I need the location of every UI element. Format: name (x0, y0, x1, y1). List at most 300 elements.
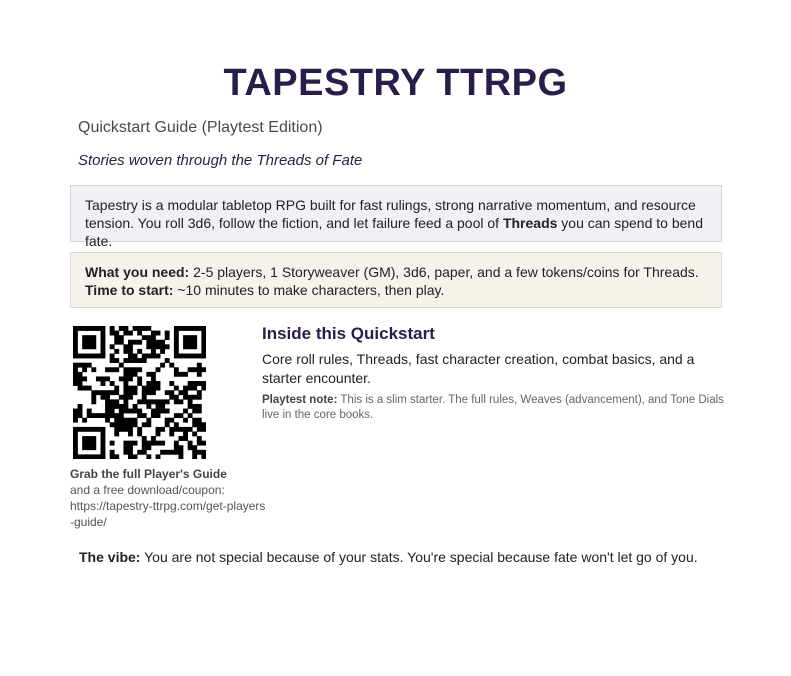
qr-module (142, 441, 147, 446)
qr-module (142, 390, 147, 395)
qr-module (87, 344, 92, 349)
qr-module (101, 335, 106, 340)
qr-module (169, 427, 174, 432)
qr-module (178, 454, 183, 459)
qr-module (119, 326, 124, 331)
qr-module (133, 354, 138, 359)
qr-module (101, 354, 106, 359)
qr-module (78, 372, 83, 377)
qr-module (101, 431, 106, 436)
qr-module (151, 436, 156, 441)
qr-module (156, 386, 161, 391)
qr-module (110, 399, 115, 404)
qr-module (128, 441, 133, 446)
qr-module (174, 344, 179, 349)
qr-module (101, 331, 106, 336)
qr-module (192, 454, 197, 459)
qr-module (78, 413, 83, 418)
qr-module (178, 445, 183, 450)
qr-module (91, 326, 96, 331)
qr-module (128, 340, 133, 345)
qr-module (156, 367, 161, 372)
qr-module (192, 409, 197, 414)
qr-module (183, 372, 188, 377)
qr-module (151, 390, 156, 395)
qr-module (105, 390, 110, 395)
need-text: 2-5 players, 1 Storyweaver (GM), 3d6, paper, and a few tokens/coins for Threads. (189, 264, 699, 280)
qr-module (101, 344, 106, 349)
qr-module (96, 413, 101, 418)
qr-module (151, 372, 156, 377)
qr-module (197, 326, 202, 331)
qr-module (123, 372, 128, 377)
qr-module (183, 344, 188, 349)
qr-module (197, 395, 202, 400)
qr-module (174, 331, 179, 336)
qr-module (123, 409, 128, 414)
qr-module (73, 431, 78, 436)
qr-module (73, 376, 78, 381)
qr-module (183, 326, 188, 331)
qr-module (156, 454, 161, 459)
qr-module (105, 409, 110, 414)
qr-module (73, 367, 78, 372)
qr-module (174, 326, 179, 331)
qr-module (192, 354, 197, 359)
qr-module (146, 390, 151, 395)
qr-module (110, 441, 115, 446)
qr-module (169, 395, 174, 400)
qr-module (201, 335, 206, 340)
qr-module (73, 454, 78, 459)
qr-module (87, 354, 92, 359)
qr-module (114, 349, 119, 354)
qr-module (137, 381, 142, 386)
qr-module (146, 326, 151, 331)
intro-box (70, 185, 722, 249)
qr-module (119, 413, 124, 418)
qr-module (87, 386, 92, 391)
qr-module (78, 454, 83, 459)
qr-module (133, 409, 138, 414)
qr-module (178, 436, 183, 441)
qr-code[interactable] (73, 326, 206, 459)
qr-module (78, 376, 83, 381)
qr-module (142, 436, 147, 441)
qr-module (201, 326, 206, 331)
qr-module (101, 349, 106, 354)
qr-module (78, 409, 83, 414)
qr-module (82, 363, 87, 368)
qr-module (119, 418, 124, 423)
qr-module (128, 331, 133, 336)
qr-module (128, 418, 133, 423)
qr-module (119, 404, 124, 409)
qr-module (110, 390, 115, 395)
qr-module (142, 395, 147, 400)
qr-module (128, 427, 133, 432)
qr-module (78, 427, 83, 432)
qr-module (123, 349, 128, 354)
qr-module (114, 331, 119, 336)
qr-module (188, 427, 193, 432)
qr-module (197, 381, 202, 386)
qr-module (169, 450, 174, 455)
qr-module (201, 349, 206, 354)
qr-module (114, 367, 119, 372)
qr-module (82, 386, 87, 391)
qr-module (91, 335, 96, 340)
qr-module (188, 399, 193, 404)
qr-module (197, 427, 202, 432)
qr-module (142, 450, 147, 455)
qr-module (160, 399, 165, 404)
qr-module (128, 395, 133, 400)
qr-module (160, 409, 165, 414)
qr-module (146, 441, 151, 446)
qr-module (110, 326, 115, 331)
qr-module (78, 381, 83, 386)
qr-module (82, 441, 87, 446)
qr-module (174, 441, 179, 446)
qr-module (183, 335, 188, 340)
qr-module (192, 326, 197, 331)
qr-module (183, 427, 188, 432)
playtest-note (262, 393, 732, 423)
qr-module (87, 326, 92, 331)
requirements-time (85, 281, 707, 299)
qr-module (137, 450, 142, 455)
qr-module (114, 386, 119, 391)
qr-module (123, 441, 128, 446)
qr-module (114, 413, 119, 418)
qr-module (188, 335, 193, 340)
qr-module (174, 445, 179, 450)
qr-module (137, 367, 142, 372)
qr-module (87, 409, 92, 414)
qr-module (151, 409, 156, 414)
qr-module (91, 399, 96, 404)
requirements-box (70, 252, 722, 308)
qr-module (188, 395, 193, 400)
qr-module (192, 367, 197, 372)
qr-module (151, 386, 156, 391)
qr-module (101, 436, 106, 441)
playtest-note-label: Playtest note: (262, 394, 338, 406)
qr-module (201, 344, 206, 349)
need-label: What you need: (85, 264, 190, 280)
requirements-need (85, 263, 707, 281)
qr-module (123, 445, 128, 450)
qr-module (123, 390, 128, 395)
qr-module (110, 331, 115, 336)
qr-module (201, 454, 206, 459)
qr-module (133, 340, 138, 345)
qr-module (123, 450, 128, 455)
qr-module (197, 418, 202, 423)
qr-module (192, 395, 197, 400)
qr-module (110, 413, 115, 418)
qr-module (165, 358, 170, 363)
qr-module (82, 335, 87, 340)
qr-module (133, 418, 138, 423)
qr-module (101, 340, 106, 345)
qr-module (142, 445, 147, 450)
qr-module (188, 354, 193, 359)
qr-module (156, 344, 161, 349)
qr-module (91, 436, 96, 441)
qr-module (73, 413, 78, 418)
qr-module (146, 404, 151, 409)
qr-module (82, 354, 87, 359)
qr-module (101, 413, 106, 418)
qr-module (151, 441, 156, 446)
qr-module (73, 436, 78, 441)
qr-module (119, 340, 124, 345)
qr-module (119, 376, 124, 381)
qr-module (110, 358, 115, 363)
qr-module (165, 344, 170, 349)
qr-module (156, 431, 161, 436)
qr-module (201, 441, 206, 446)
qr-module (87, 441, 92, 446)
qr-module (174, 372, 179, 377)
qr-module (165, 409, 170, 414)
qr-module (133, 422, 138, 427)
qr-module (96, 454, 101, 459)
qr-module (146, 418, 151, 423)
qr-module (128, 344, 133, 349)
qr-module (201, 386, 206, 391)
qr-module (151, 340, 156, 345)
intro-text: Tapestry is a modular tabletop RPG built for fast rulings, strong narrative momentum, and resource tension. You roll 3d6, follow the fiction, and let failure feed a pool of (85, 197, 696, 231)
qr-module (165, 331, 170, 336)
qr-module (174, 340, 179, 345)
qr-module (133, 386, 138, 391)
qr-module (142, 354, 147, 359)
qr-module (114, 390, 119, 395)
qr-module (174, 354, 179, 359)
qr-module (188, 326, 193, 331)
qr-module (105, 413, 110, 418)
qr-module (174, 422, 179, 427)
qr-module (188, 386, 193, 391)
qr-module (123, 326, 128, 331)
qr-module (87, 335, 92, 340)
qr-module (110, 404, 115, 409)
qr-module (101, 376, 106, 381)
qr-module (123, 344, 128, 349)
qr-module (119, 395, 124, 400)
qr-module (183, 354, 188, 359)
qr-module (146, 340, 151, 345)
qr-module (192, 404, 197, 409)
qr-module (101, 395, 106, 400)
qr-module (128, 386, 133, 391)
qr-module (146, 454, 151, 459)
qr-module (137, 427, 142, 432)
qr-module (82, 376, 87, 381)
qr-module (146, 344, 151, 349)
qr-module (96, 390, 101, 395)
qr-module (197, 354, 202, 359)
qr-module (137, 326, 142, 331)
qr-module (128, 358, 133, 363)
qr-module (192, 381, 197, 386)
qr-module (78, 354, 83, 359)
qr-module (73, 326, 78, 331)
qr-module (91, 445, 96, 450)
qr-module (133, 404, 138, 409)
qr-module (128, 450, 133, 455)
qr-module (114, 358, 119, 363)
qr-module (133, 390, 138, 395)
qr-module (119, 427, 124, 432)
qr-module (137, 399, 142, 404)
qr-module (178, 399, 183, 404)
qr-module (156, 441, 161, 446)
qr-module (105, 395, 110, 400)
qr-module (128, 367, 133, 372)
qr-caption-lead: Grab the full Player's Guide (70, 467, 227, 481)
qr-module (197, 363, 202, 368)
qr-module (82, 427, 87, 432)
qr-module (101, 441, 106, 446)
qr-module (174, 386, 179, 391)
qr-module (183, 340, 188, 345)
qr-module (73, 363, 78, 368)
qr-module (123, 367, 128, 372)
qr-module (174, 349, 179, 354)
qr-module (128, 431, 133, 436)
qr-module (87, 340, 92, 345)
qr-module (128, 349, 133, 354)
qr-module (178, 326, 183, 331)
qr-module (96, 427, 101, 432)
qr-module (183, 386, 188, 391)
qr-module (188, 413, 193, 418)
qr-module (174, 413, 179, 418)
qr-module (188, 367, 193, 372)
qr-module (73, 409, 78, 414)
qr-module (156, 409, 161, 414)
qr-module (101, 445, 106, 450)
intro-threads-term: Threads (502, 215, 558, 231)
qr-caption (70, 466, 266, 530)
qr-module (156, 340, 161, 345)
qr-module (197, 390, 202, 395)
qr-module (188, 340, 193, 345)
qr-module (78, 404, 83, 409)
qr-module (123, 381, 128, 386)
qr-module (142, 358, 147, 363)
qr-module (192, 422, 197, 427)
qr-module (123, 376, 128, 381)
qr-module (197, 422, 202, 427)
qr-module (197, 409, 202, 414)
qr-module (114, 340, 119, 345)
qr-module (183, 436, 188, 441)
vibe-line (79, 549, 698, 565)
qr-module (174, 427, 179, 432)
guide-url[interactable]: https://tapestry-ttrpg.com/get-players-guide/ (70, 499, 266, 529)
qr-module (119, 335, 124, 340)
qr-module (91, 340, 96, 345)
qr-module (174, 335, 179, 340)
qr-module (201, 427, 206, 432)
qr-module (114, 418, 119, 423)
time-label: Time to start: (85, 282, 174, 298)
qr-module (178, 390, 183, 395)
qr-module (82, 454, 87, 459)
qr-module (201, 367, 206, 372)
qr-module (128, 445, 133, 450)
qr-module (110, 367, 115, 372)
qr-module (178, 354, 183, 359)
qr-module (128, 422, 133, 427)
qr-module (178, 372, 183, 377)
qr-module (142, 413, 147, 418)
qr-module (174, 395, 179, 400)
qr-module (165, 399, 170, 404)
qr-module (192, 431, 197, 436)
qr-module (156, 381, 161, 386)
qr-module (160, 340, 165, 345)
qr-module (73, 340, 78, 345)
qr-module (123, 418, 128, 423)
qr-module (114, 404, 119, 409)
qr-module (146, 335, 151, 340)
qr-module (82, 418, 87, 423)
intro-text-end: you can spend to bend fate. (85, 215, 703, 249)
qr-module (197, 436, 202, 441)
qr-module (183, 390, 188, 395)
qr-module (110, 344, 115, 349)
qr-module (105, 399, 110, 404)
qr-module (137, 358, 142, 363)
qr-module (73, 441, 78, 446)
qr-module (82, 445, 87, 450)
qr-module (114, 427, 119, 432)
qr-module (133, 441, 138, 446)
qr-module (146, 422, 151, 427)
qr-module (201, 354, 206, 359)
qr-module (87, 454, 92, 459)
qr-module (123, 399, 128, 404)
qr-module (201, 422, 206, 427)
qr-module (73, 418, 78, 423)
qr-module (142, 422, 147, 427)
qr-module (151, 354, 156, 359)
qr-module (183, 409, 188, 414)
qr-module (128, 454, 133, 459)
qr-module (91, 395, 96, 400)
qr-module (78, 326, 83, 331)
qr-module (142, 399, 147, 404)
qr-module (91, 344, 96, 349)
qr-module (133, 367, 138, 372)
qr-module (114, 399, 119, 404)
qr-module (142, 386, 147, 391)
qr-module (91, 454, 96, 459)
qr-module (146, 381, 151, 386)
qr-module (160, 344, 165, 349)
qr-module (188, 381, 193, 386)
qr-module (123, 427, 128, 432)
qr-module (151, 349, 156, 354)
qr-module (192, 418, 197, 423)
qr-module (119, 422, 124, 427)
